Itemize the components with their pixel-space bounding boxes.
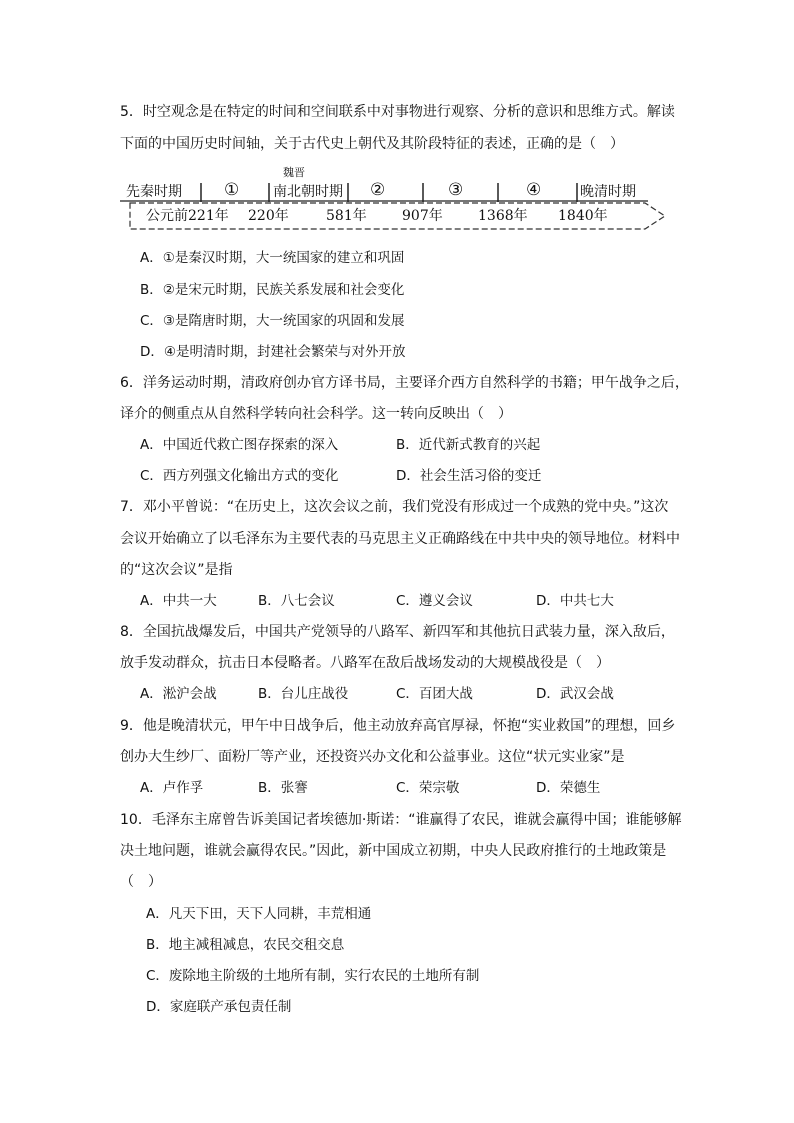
q7-stem-line1: 7．邓小平曾说：“在历史上，这次会议之前，我们党没有形成过一个成熟的党中央。”这次	[120, 499, 669, 515]
q6-option-a[interactable]: A．中国近代救亡图存探索的深入	[140, 437, 339, 453]
q5-option-b[interactable]: B．②是宋元时期，民族关系发展和社会变化	[140, 282, 405, 298]
q9-option-a[interactable]: A．卢作孚	[140, 780, 204, 796]
q7-option-c[interactable]: C．遵义会议	[396, 593, 473, 609]
timeline-period-nanbeichao: 南北朝时期	[273, 184, 343, 200]
q5-option-a[interactable]: A．①是秦汉时期，大一统国家的建立和巩固	[140, 250, 405, 266]
q7-stem-line2: 会议开始确立了以毛泽东为主要代表的马克思主义正确路线在中共中央的领导地位。材料中	[120, 531, 680, 547]
q7-option-a[interactable]: A．中共一大	[140, 593, 217, 609]
timeline-period-pre-qin: 先秦时期	[126, 184, 182, 200]
q9-option-b[interactable]: B．张謇	[258, 780, 308, 796]
timeline-year-581: 581年	[326, 208, 367, 224]
timeline-period-1: ①	[224, 180, 240, 200]
q5-option-d[interactable]: D．④是明清时期，封建社会繁荣与对外开放	[140, 344, 406, 360]
q10-stem-line3: （ ）	[120, 874, 162, 890]
q10-option-b[interactable]: B．地主减租减息，农民交租交息	[146, 937, 345, 953]
q5-stem-line1: 5．时空观念是在特定的时间和空间联系中对事物进行观察、分析的意识和思维方式。解读	[120, 104, 675, 120]
q9-option-d[interactable]: D．荣德生	[536, 780, 601, 796]
timeline-period-2: ②	[370, 180, 386, 200]
q5-option-c[interactable]: C．③是隋唐时期，大一统国家的巩固和发展	[140, 313, 405, 329]
q8-stem-line1: 8．全国抗战爆发后，中国共产党领导的八路军、新四军和其他抗日武装力量，深入敌后，	[120, 624, 675, 640]
q8-option-c[interactable]: C．百团大战	[396, 686, 473, 702]
q5-stem-line2: 下面的中国历史时间轴，关于古代史上朝代及其阶段特征的表述，正确的是（ ）	[120, 136, 624, 152]
q6-stem-line2: 译介的侧重点从自然科学转向社会科学。这一转向反映出（ ）	[120, 406, 512, 422]
q6-option-d[interactable]: D．社会生活习俗的变迁	[396, 468, 542, 484]
q10-stem-line1: 10．毛泽东主席曾告诉美国记者埃德加·斯诺：“谁赢得了农民，谁就会赢得中国；谁能够解	[120, 812, 682, 828]
q8-option-b[interactable]: B．台儿庄战役	[258, 686, 349, 702]
q8-option-a[interactable]: A．淞沪会战	[140, 686, 217, 702]
q7-stem-line3: 的“这次会议”是指	[120, 562, 233, 578]
timeline-label-weijin: 魏晋	[283, 166, 305, 179]
timeline-year-907: 907年	[402, 208, 443, 224]
q6-stem-line1: 6．洋务运动时期，清政府创办官方译书局，主要译介西方自然科学的书籍；甲午战争之后，	[120, 375, 689, 391]
timeline-period-late-qing: 晚清时期	[580, 184, 636, 200]
q8-option-d[interactable]: D．武汉会战	[536, 686, 614, 702]
timeline-arrow-shape	[120, 166, 680, 238]
q9-stem-line2: 创办大生纱厂、面粉厂等产业，还投资兴办文化和公益事业。这位“状元实业家”是	[120, 749, 625, 765]
q6-option-b[interactable]: B．近代新式教育的兴起	[396, 437, 541, 453]
timeline-period-3: ③	[448, 180, 464, 200]
q9-option-c[interactable]: C．荣宗敬	[396, 780, 460, 796]
timeline-year-220: 220年	[248, 208, 289, 224]
q10-option-d[interactable]: D．家庭联产承包责任制	[146, 999, 292, 1015]
q10-option-a[interactable]: A．凡天下田，天下人同耕，丰荒相通	[146, 906, 372, 922]
q8-stem-line2: 放手发动群众，抗击日本侵略者。八路军在敌后战场发动的大规模战役是（ ）	[120, 655, 610, 671]
q7-option-d[interactable]: D．中共七大	[536, 593, 614, 609]
timeline-figure	[120, 166, 680, 238]
timeline-year-1368: 1368年	[478, 208, 528, 224]
timeline-year-221bc: 公元前221年	[146, 208, 229, 224]
q10-option-c[interactable]: C．废除地主阶级的土地所有制，实行农民的土地所有制	[146, 968, 480, 984]
timeline-period-4: ④	[526, 180, 542, 200]
q6-option-c[interactable]: C．西方列强文化输出方式的变化	[140, 468, 339, 484]
q7-option-b[interactable]: B．八七会议	[258, 593, 335, 609]
timeline-year-1840: 1840年	[558, 208, 608, 224]
q9-stem-line1: 9．他是晚清状元，甲午中日战争后，他主动放弃高官厚禄，怀抱“实业救国”的理想，回乡	[120, 718, 676, 734]
q10-stem-line2: 决土地问题，谁就会赢得农民。”因此，新中国成立初期，中央人民政府推行的土地政策是	[120, 843, 667, 859]
